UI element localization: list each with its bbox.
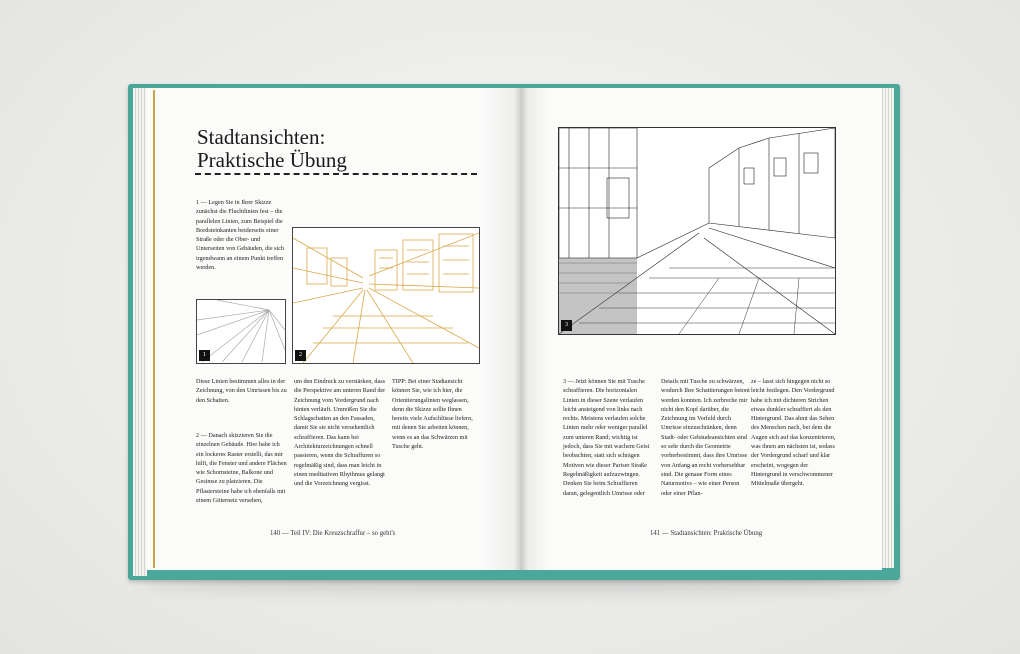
left-column-1-text-a: Diese Linien bestimmen alles in der Zeichnung, von den Umrissen bis zu den Schatten. bbox=[196, 378, 287, 404]
figure-1-number: 1 bbox=[199, 350, 210, 361]
title-line-2: Praktische Übung bbox=[197, 148, 347, 172]
page-title bbox=[197, 126, 347, 172]
left-page-footer: 140 — Teil IV: Die Kreuzschraffur – so geht's bbox=[270, 530, 396, 537]
left-column-3-tip: TIPP: Bei einer Stadtansicht können Sie, wie ich hier, die Orientierungslinien weglassen, denn die Skizze sollte Ihnen bereits viele Aufschlüsse liefern, mit denen Sie arbeiten können, wenn es an das Schwärzen mit Tusche geht. bbox=[392, 378, 473, 451]
gold-margin-rule bbox=[153, 90, 155, 568]
figure-3-number: 3 bbox=[561, 320, 572, 331]
figure-3-ink-drawing bbox=[558, 127, 836, 335]
step-1-text: 1 — Legen Sie in Ihrer Skizze zunächst die Fluchtlinien fest – die parallelen Linien, zum Beispiel die Bordsteinkanten beiderseits einer Straße oder die Ober- und Unterseiten von Gebäuden, die sich irgendwann an einem Punkt treffen werden. bbox=[196, 199, 285, 272]
right-column-1-text: 3 — Jetzt können Sie mit Tusche schraffieren. Die horizontalen Linien in dieser Szene verlaufen leicht ansteigend von links nach rechts. Meistens verlaufen solche Linien mehr oder weniger parallel zum unteren Rand; wichtig ist jedoch, dass Sie mit wachem Geist beobachten, statt sich schrägen Motiven wie dieser Pariser Straße Regelmäßigkeit aufzuzwingen. Denken Sie beim Schraffieren daran, gelegentlich Umrisse oder bbox=[563, 378, 650, 497]
left-column-1-text-b: 2 — Danach skizzieren Sie die einzelnen Gebäude. Hier habe ich ein lockeres Raster erstellt, das mir hilft, die Fenster und andere Flächen wie Schornsteine, Balkone und Gesimse zu platzieren. Die Pflastersteine habe ich ebenfalls mit einem Gitternetz versehen, bbox=[196, 432, 287, 505]
figure-2-number: 2 bbox=[295, 350, 306, 361]
figure-2-sketch bbox=[292, 227, 480, 364]
title-dashed-rule bbox=[195, 173, 477, 175]
page-edges-left bbox=[133, 88, 147, 576]
page-edges-right bbox=[880, 88, 894, 568]
right-column-2-text: Details mit Tusche zu schwärzen, wodurch Ihre Schattierungen betont werden konnten. Ich zerbreche mir nicht den Kopf darüber, die Zeichnung im Vorfeld durch Umrisse einzuschränken, denn Stadt- oder Gebäudeansichten sind so sehr durch die Geometrie vorherbestimmt, dass ihre Umrisse von Anfang an recht vorhersehbar sind. Die genaue Form eines Naturmotivs – wie einer Person oder einer Pflan- bbox=[661, 378, 750, 497]
gutter-shadow bbox=[514, 88, 528, 570]
right-page-footer: 141 — Stadtansichten: Praktische Übung bbox=[650, 530, 763, 537]
right-column-3-text: ze – lasst sich hingegen nicht so leicht festlegen. Den Vordergrund habe ich mit dichteren Strichen etwas dunkler schraffiert als den Hintergrund. Das ahmt das Sehen des Menschen nach, bei dem die Augen sich auf das konzentrieren, was ihnen am nächsten ist, sodass der Vordergrund scharf und klar erscheint, wogegen der Hintergrund in verschwommener Mittelmaße übergeht. bbox=[751, 378, 836, 488]
gold-perspective-sketch bbox=[293, 228, 479, 363]
title-line-1: Stadtansichten: bbox=[197, 125, 326, 149]
left-column-2-text: um den Eindruck zu verstärken, dass die Perspektive am unteren Rand der Zeichnung vom Vordergrund nach hinten verläuft. Umreißen Sie die Schlagschatten an den Fassaden, damit Sie sie nicht versehentlich schraffieren. Das kann bei Architekturzeichnungen schnell passieren, wenn die Schraffuren so regelmäßig sind, dass man leicht in einen meditativen Rhythmus gelangt und die Vorzeichnung vergisst. bbox=[294, 378, 386, 488]
vanishing-lines-sketch bbox=[197, 300, 285, 363]
figure-1-sketch bbox=[196, 299, 286, 364]
street-ink-sketch bbox=[559, 128, 835, 334]
